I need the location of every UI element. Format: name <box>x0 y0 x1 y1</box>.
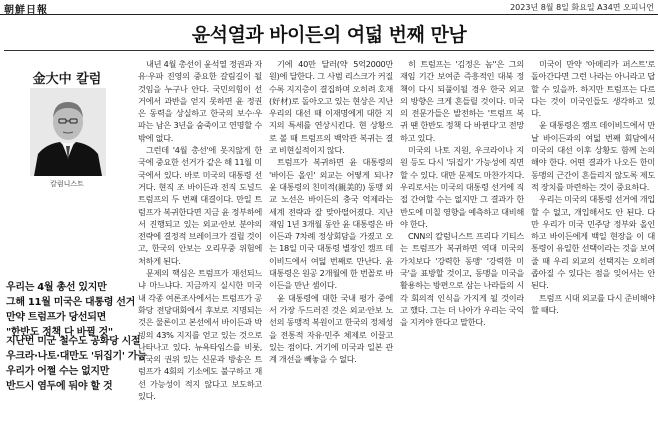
pull-quote-line: 반드시 염두에 둬야 할 것 <box>6 381 113 392</box>
pull-quote-2 <box>6 334 147 394</box>
newspaper-logo: 朝鮮日報 <box>4 5 48 16</box>
headline-divider <box>4 50 654 51</box>
paragraph: 미국의 나토 지원, 우크라이나 지원 등도 다시 '뒤집기' 가능성에 직면할 수 있다. 대만 문제도 마찬가지다. 우리로서는 미국의 대통령 선거에 직접 간여할 수는 없지만 그 결과가 한반도에 미칠 영향을 예측하고 대비해야 한다. <box>400 145 524 229</box>
dateline: 2023년 8월 8일 화요일 A34면 오피니언 <box>510 3 654 12</box>
columnist-portrait <box>30 88 106 176</box>
pull-quote-1 <box>6 280 136 340</box>
paragraph: 윤 대통령에 대한 국내 평가 중에서 가장 두드러진 것은 외교·안보 노선의 동맹적 복원이고 한국의 정체성을 전통적 자유·민주 체제로 이끌고 있는 점이다. 거기에 미국과 일본 관계 개선을 빼놓을 수 없다. <box>269 292 393 365</box>
portrait-caption: 칼럼니스트 <box>50 180 84 188</box>
column-name: 金大中 칼럼 <box>32 72 102 87</box>
masthead <box>0 0 658 15</box>
paragraph: 기에 40만 달러(약 5억2000만 원)에 달한다. 그 사범 리스크가 커질수록 지지층이 결집하며 오히려 호재(好材)로 돌아오고 있는 현상은 지난 우리의 대선 때 이재명에게 대한 지지의 특세를 연상시킨다. 현 상황으로 볼 때 트럼프의 백악관 복귀는 결코 비현실적이지 않다. <box>269 59 393 156</box>
paragraph: 우리는 미국의 대통령 선거에 개입할 수 없고, 개입해서도 안 된다. 다만 우리가 미국 민주당 정부와 올인하고 바이든에게 백일 현장을 이 대통령이 유일한 선택이라는 것을 보여줄 때 우리 외교의 선택지는 오히려 좁아질 수 있다는 점을 잊어서는 안 된다. <box>531 194 655 291</box>
article-column-1 <box>138 58 262 430</box>
paragraph: 문제의 핵심은 트럼프가 재선되느냐 마느냐다. 지금까지 실시한 미국 내 각종 여론조사에서는 트럼프가 공화당 전당대회에서 후보로 지명되는 것은 물론이고 본선에서 바이든과 박빙의 43% 지지를 얻고 있는 것으로 나타나고 있다. 뉴욕타임스를 비롯, 미국의 권위 있는 신문과 방송은 트럼프가 4회의 기소에도 불구하고 재선 가능성이 적지 않다고 보도하고 있다. <box>138 268 262 402</box>
article-column-3 <box>400 58 524 430</box>
article-column-4 <box>531 58 655 430</box>
paragraph: 미국이 만약 '아메리카 퍼스트'로 돌아간다면 그런 나라는 아니라고 답할 수 있을까. 하지만 트럼프는 다르다는 것이 미국인들도 생각하고 있다. <box>531 59 655 119</box>
article-column-2 <box>269 58 393 430</box>
paragraph: CNN의 칼럼니스트 프리다 기티스는 트럼프가 복귀하면 역대 미국의 가치보다 '강력한 동맹' '강력한 미국'을 표방할 것이고, 동맹을 미국을 활용하는 방편으로 삼는 나라들의 시각 회의적 인식을 가지게 될 것이라고 했다. 그는 더 나아가 우리는 국익을 지켜야 한다고 말한다. <box>400 231 524 328</box>
paragraph: 내년 4월 총선이 윤석열 정권과 자유·우파 진영의 중요한 갈림길이 될 것임을 누구나 안다. 국민의힘이 선거에서 과반을 얻지 못하면 윤 정권은 동력을 상실하고 한국의 보수·우파는 남은 3년을 숨죽이고 연명할 수밖에 없다. <box>138 59 262 143</box>
paragraph: 트럼프 시대 외교를 다시 준비해야 할 때다. <box>531 292 655 315</box>
columnist-sidebar <box>4 60 147 430</box>
pull-quote-line: 우리는 4월 총선 있지만 <box>6 282 107 293</box>
pull-quote-line: 만약 트럼프가 당선되면 <box>6 312 106 323</box>
paragraph: 그런데 '4월 총선'에 못지않게 한국에 중요한 선거가 같은 해 11월 미국에서 있다. 바로 미국의 대통령 선거다. 현직 조 바이든과 전직 도널드 트럼프의 두 번째 대결이다. 만일 트럼프가 복귀한다면 지금 윤 정부하에서 진행되고 있는 외교·안보 분야의 전략에 결정적 브레이크가 걸릴 것이고, 한국의 안보는 오리무중 위험에 처하게 된다. <box>138 145 262 266</box>
pull-quote-line: 우크라·나토·대만도 '뒤집기' 가능 <box>6 351 147 362</box>
portrait-icon <box>30 88 106 176</box>
pull-quote-line: "한반도 정책 다 바뀔 것" <box>6 327 113 338</box>
paragraph: 히 트럼프는 '김정은 놈''은 그의 재임 기간 보여준 즉흥적인 대북 정책이 다시 되풀이될 경우 한국 외교의 방향은 크게 흔들릴 것이다. 미국의 전문가들은 발전하는 '트럼프 복귀 땐 한반도 정책 다 바뀐다'고 전망하고 있다. <box>400 59 524 143</box>
paragraph: 트럼프가 복귀하면 윤 대통령의 '바이든 올인' 외교는 어떻게 되나? 윤 대통령의 친미적(親美的) 동맹 외교 노선은 바이든의 충국 억제라는 세계 전략과 잘 맞아떨어졌다. 지난 재임 1년 3개월 동안 윤 대통령은 바이든과 7차례 정상회담을 가졌고 오는 18일 미국 대통령 별장인 캠프 데이비드에서 여덟 번째로 만난다. 윤 대통령은 원공 2개월에 한 번꼴로 바이든을 만난 셈이다. <box>269 157 393 291</box>
pull-quote-line: 그해 11월 미국은 대통령 선거 <box>6 297 136 308</box>
pull-quote-line: 지난번 미군 철수도 공화당 시절 <box>6 336 141 347</box>
paragraph: 윤 대통령은 캠프 데이비드에서 만날 바이든과의 여덟 번째 회담에서 미국의 대선 이후 상황도 함께 논의해야 한다. 어떤 결과가 나오든 한미 동맹의 근간이 흔들리지 않도록 제도적 장치를 마련하는 것이 중요하다. <box>531 120 655 192</box>
pull-quote-line: 우리가 어쩔 수는 없지만 <box>6 366 110 377</box>
article-headline: 윤석열과 바이든의 여덟 번째 만남 <box>191 24 467 46</box>
